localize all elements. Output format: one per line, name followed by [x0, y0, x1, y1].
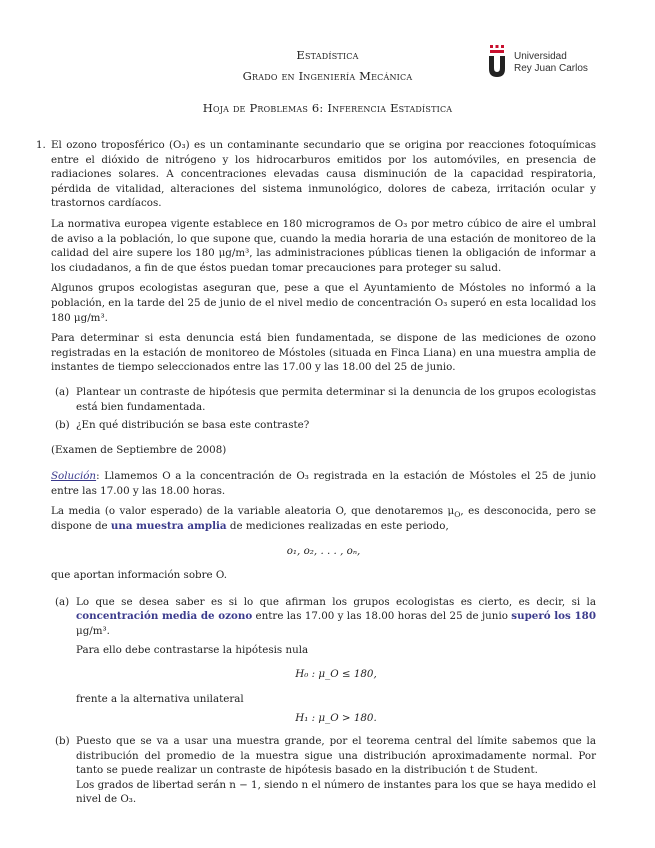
solution-b-label: (b) — [55, 735, 70, 747]
sheet-title: Hoja de Problemas 6: Inferencia Estadística — [202, 101, 453, 115]
solution-a-label: (a) — [55, 595, 70, 608]
question-b — [51, 418, 596, 433]
problem-paragraph-3: Algunos grupos ecologistas aseguran que, pese a que el Ayuntamiento de Móstoles no informó a la población, en la tarde del 25 de junio de el nivel medio de concentración O₃ superó en esta localidad los 180 μg/m³. — [51, 282, 596, 324]
solution-intro — [51, 469, 596, 498]
null-hypothesis-intro: Para ello debe contrastarse la hipótesis nula — [76, 643, 309, 656]
university-logo — [487, 44, 597, 78]
exam-reference: (Examen de Septiembre de 2008) — [51, 443, 227, 456]
question-b-label: (b) — [55, 419, 70, 432]
mean-subscript: O — [454, 510, 461, 520]
solution-a-text — [76, 595, 596, 639]
question-b-text: ¿En qué distribución se basa este contraste? — [76, 419, 310, 432]
solution-a — [51, 595, 596, 726]
solution-a-bold-2: superó los 180 — [511, 610, 596, 623]
solution-b-text-2: Los grados de libertad serán n − 1, siendo n el número de instantes para los que se haya medido el nivel de O₃. — [76, 778, 596, 806]
urjc-logo-icon — [487, 44, 507, 78]
mean-text-1: La media (o valor esperado) de la variable aleatoria O, que denotaremos μ — [51, 505, 455, 518]
solution-a-text-1: Lo que se desea saber es si lo que afirman los grupos ecologistas es cierto, es decir, si la — [76, 595, 596, 608]
question-list — [51, 385, 596, 433]
problem-paragraph-4: Para determinar si esta denuncia está bien fundamentada, se dispone de las mediciones de ozono registradas en la estación de monitoreo de Móstoles (situada en Finca Liana) en una muestra amplia de instantes de tiempo seleccionados entre las 17.00 y las 18.00 del 25 de junio. — [51, 332, 596, 374]
degree-title: Grado en Ingeniería Mecánica — [242, 69, 413, 83]
sample-equation: o₁, o₂, . . . , oₙ, — [286, 544, 361, 557]
question-a-text: Plantear un contraste de hipótesis que permita determinar si la denuncia de los grupos ecologistas está bien fundamentada. — [76, 385, 596, 413]
university-name — [514, 51, 588, 75]
null-hypothesis: H₀ : μ_O ≤ 180, — [295, 668, 377, 681]
solution-mean-paragraph — [51, 504, 596, 533]
problem-number: 1. — [36, 139, 46, 151]
solution-a-unit: μg/m³. — [76, 625, 110, 638]
solution-a-bold-1: concentración media de ozono — [76, 610, 253, 623]
alt-hypothesis: H₁ : μ_O > 180. — [295, 712, 377, 725]
problem-body — [36, 138, 597, 811]
problem-paragraph-2: La normativa europea vigente establece en 180 microgramos de O₃ por metro cúbico de aire el umbral de aviso a la población, lo que supone que, cuando la media horaria de una estación de monitoreo de la calidad del aire supere los 180 μg/m³, las administraciones públicas tienen la obligación de informar a los ciudadanos, a fin de que éstos puedan tomar precauciones para proteger su salud. — [51, 217, 596, 274]
university-name-line1: Universidad — [514, 51, 567, 62]
solution-label[interactable]: Solución — [51, 470, 97, 483]
question-a-label: (a) — [55, 385, 70, 398]
question-a — [51, 385, 596, 414]
course-title: Estadística — [296, 48, 359, 62]
solution-b-text: Puesto que se va a usar una muestra grande, por el teorema central del límite sabemos que la distribución del promedio de la muestra sigue una distribución aproximadamente normal. Por tanto se puede realizar un contraste de hipótesis basado en la distribución t de Student. — [76, 735, 596, 777]
solution-intro-text: : Llamemos O a la concentración de O₃ registrada en la estación de Móstoles el 25 de junio entre las 17.00 y las 18.00 horas. — [51, 470, 596, 497]
solution-b — [51, 734, 596, 807]
sample-info: que aportan información sobre O. — [51, 569, 228, 582]
problem-paragraph-1: El ozono troposférico (O₃) es un contaminante secundario que se origina por reacciones fotoquímicas entre el dióxido de nitrógeno y los hidrocarburos emitidos por los automóviles, en presencia de radiaciones solares. A concentraciones elevadas causa disminución de la capacidad respiratoria, pérdida de vitalidad, alteraciones del sistema inmunológico, dolores de cabeza, irritación ocular y trastornos cardíacos. — [51, 139, 596, 210]
solution-a-text-2: entre las 17.00 y las 18.00 horas del 25 de junio — [252, 610, 512, 623]
university-name-line2: Rey Juan Carlos — [514, 63, 588, 74]
mean-bold: una muestra amplia — [110, 520, 227, 533]
mean-text-3: de mediciones realizadas en este periodo, — [226, 520, 449, 533]
mean-text-2: , es desconocida, pero se dispone de — [51, 505, 597, 533]
alt-hypothesis-intro: frente a la alternativa unilateral — [76, 692, 244, 705]
